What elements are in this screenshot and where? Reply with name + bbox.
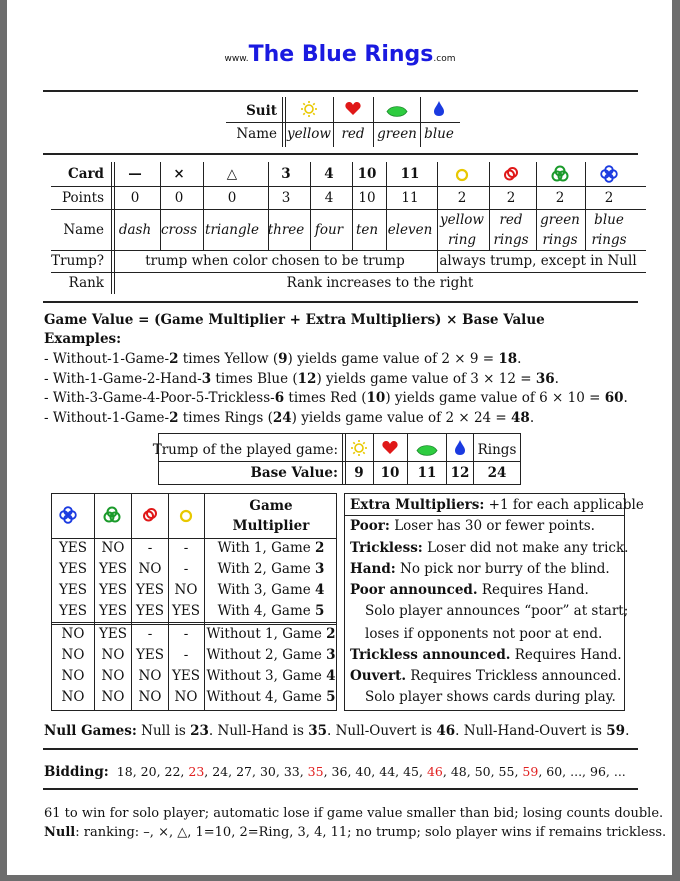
name-label: Name [236,126,277,142]
multiplier-value: With 2, Game 3 [217,561,325,577]
multiplier-cell: NO [174,582,198,598]
multiplier-value: With 4, Game 5 [217,603,325,619]
leaf-icon [386,103,408,122]
points-triangle: 0 [227,190,237,206]
multiplier-cell: YES [171,668,201,684]
multiplier-cell: YES [98,582,128,598]
name-eleven: eleven [387,222,433,238]
title-com: .com [433,54,456,64]
name-dash: dash [118,222,152,238]
separator [43,788,638,790]
bid-value: 36 [331,764,348,779]
suit-name-red: red [341,126,365,142]
multiplier-cell: YES [135,582,165,598]
multiplier-cell: YES [135,603,165,619]
points-four: 4 [324,190,334,206]
name-green-rings-1: green [540,212,580,228]
multiplier-cell: NO [138,668,162,684]
points-yellow-ring: 2 [457,190,467,206]
leaf-icon [416,442,438,461]
points-red-rings: 2 [506,190,516,206]
card-eleven: 11 [400,166,420,182]
examples-label: Examples: [44,331,122,347]
suit-name-yellow: yellow [287,126,331,142]
multiplier-cell: NO [61,647,85,663]
multiplier-value: Without 1, Game 2 [206,626,336,642]
multiplier-cell: NO [101,668,125,684]
blue-rings-icon [59,506,77,528]
points-blue-rings: 2 [604,190,614,206]
multiplier-cell: NO [101,689,125,705]
row-label-trump: Trump? [51,253,104,269]
card-dash: — [128,166,142,182]
bid-value: 46 [426,764,443,779]
bid-value: 48 [450,764,467,779]
extra-multiplier-line: Solo player announces “poor” at start; [365,603,629,619]
multiplier-cell: YES [98,626,128,642]
separator [43,301,638,303]
green-rings-icon [551,165,569,187]
yellow-ring-icon [179,508,193,527]
row-label-name: Name [63,222,104,238]
bid-value: 23 [188,764,205,779]
extra-multiplier-line: Poor: Loser has 30 or fewer points. [350,518,595,534]
suit-name-green: green [377,126,417,142]
card-three: 3 [281,166,291,182]
name-yellow-ring-2: ring [447,232,477,248]
blue-rings-icon [600,165,618,187]
base-value-rings: 24 [487,465,507,481]
extra-multiplier-line: Poor announced. Requires Hand. [350,582,589,598]
example-3: - With-3-Game-4-Poor-5-Trickless-6 times Red (10) yields game value of 6 × 10 = 60. [44,390,628,406]
bid-value: 27 [236,764,252,779]
multiplier-cell: YES [171,603,201,619]
extra-multiplier-line: loses if opponents not poor at end. [365,626,603,642]
name-blue-rings-1: blue [594,212,624,228]
bid-value: 30 [259,764,276,779]
extra-multiplier-line: Trickless announced. Requires Hand. [350,647,622,663]
suit-label: Suit [246,103,277,119]
name-cross: cross [161,222,197,238]
title-main: The Blue Rings [248,42,434,67]
points-ten: 10 [358,190,376,206]
footer-line-1: 61 to win for solo player; automatic lose if game value smaller than bid; losing counts double. [44,806,664,821]
extra-multiplier-line: Hand: No pick nor burry of the blind. [350,561,610,577]
bid-value: ... [570,764,583,779]
rules-page [7,0,672,875]
name-red-rings-1: red [499,212,523,228]
heart-icon [345,101,361,120]
example-1: - Without-1-Game-2 times Yellow (9) yields game value of 2 × 9 = 18. [44,351,522,367]
trump-rings-text: always trump, except in Null [439,253,637,269]
multiplier-value: With 1, Game 2 [217,540,325,556]
bid-value: 18 [116,764,133,779]
base-value-blue: 12 [450,465,470,481]
separator [43,748,638,750]
bid-value: 35 [307,764,324,779]
sun-icon [350,439,368,461]
suit-name-blue: blue [424,126,454,142]
points-dash: 0 [130,190,140,206]
points-three: 3 [281,190,291,206]
sun-icon [300,100,318,122]
base-value-yellow: 9 [354,465,364,481]
bid-value: 40 [355,764,372,779]
multiplier-cell: NO [61,626,85,642]
bid-value: 59 [522,764,539,779]
extra-multiplier-line: Ouvert. Requires Trickless announced. [350,668,622,684]
bid-value: 50 [474,764,491,779]
bidding-line [44,764,626,780]
bid-value: 96 [590,764,606,779]
extra-multipliers-title: Extra Multipliers: +1 for each applicable [350,497,644,513]
bidding-label: Bidding: [44,764,109,780]
name-blue-rings-2: rings [591,232,627,248]
bid-value: 44 [379,764,396,779]
multiplier-cell: YES [58,540,88,556]
multiplier-cell: - [183,561,189,577]
name-red-rings-2: rings [493,232,529,248]
multiplier-value: With 3, Game 4 [217,582,325,598]
name-four: four [314,222,344,238]
multiplier-value: Without 4, Game 5 [206,689,336,705]
card-four: 4 [324,166,334,182]
rings-label: Rings [477,442,517,458]
multiplier-cell: - [183,540,189,556]
name-yellow-ring-1: yellow [440,212,484,228]
multiplier-cell: YES [58,603,88,619]
game-value-formula: Game Value = (Game Multiplier + Extra Multipliers) × Base Value [44,312,545,328]
red-rings-icon [142,507,158,527]
null-games-line: Null Games: Null is 23. Null-Hand is 35. Null-Ouvert is 46. Null-Hand-Ouvert is 59. [44,723,630,739]
multiplier-cell: - [147,626,153,642]
multiplier-value: Without 2, Game 3 [206,647,336,663]
points-cross: 0 [174,190,184,206]
multiplier-cell: YES [98,561,128,577]
row-label-points: Points [61,190,104,206]
multiplier-cell: NO [138,561,162,577]
page-title [224,42,455,72]
drop-icon [433,100,445,121]
bid-value: ... [613,764,626,779]
bid-value: 22 [164,764,181,779]
trump-of-game-label: Trump of the played game: [152,442,338,458]
bid-value: 45 [403,764,420,779]
multiplier-cell: NO [61,668,85,684]
row-label-card: Card [67,166,104,182]
multiplier-cell: YES [135,647,165,663]
trump-normal-text: trump when color chosen to be trump [145,253,405,269]
example-2: - With-1-Game-2-Hand-3 times Blue (12) yields game value of 3 × 12 = 36. [44,371,559,387]
multiplier-cell: YES [98,603,128,619]
green-rings-icon [103,506,121,528]
bid-value: 24 [212,764,229,779]
multiplier-cell: NO [101,540,125,556]
multiplier-cell: - [183,626,189,642]
multiplier-header-1: Game [249,498,293,514]
red-rings-icon [503,166,519,186]
drop-icon [454,439,466,460]
multiplier-cell: NO [61,689,85,705]
name-green-rings-2: rings [542,232,578,248]
multiplier-cell: YES [58,561,88,577]
separator [43,90,638,92]
extra-multiplier-line: Trickless: Loser did not make any trick. [350,540,629,556]
multiplier-cell: - [147,540,153,556]
name-triangle: triangle [205,222,259,238]
multiplier-cell: YES [58,582,88,598]
base-value-red: 10 [380,465,400,481]
points-green-rings: 2 [555,190,565,206]
rank-text: Rank increases to the right [286,275,474,291]
multiplier-value: Without 3, Game 4 [206,668,336,684]
heart-icon [382,440,398,459]
bid-value: 55 [498,764,515,779]
name-three: three [267,222,305,238]
name-ten: ten [355,222,379,238]
base-value-label: Base Value: [250,465,338,481]
title-www: www. [224,54,249,64]
multiplier-cell: - [183,647,189,663]
bid-value: 33 [283,764,300,779]
row-label-rank: Rank [68,275,104,291]
multiplier-cell: NO [138,689,162,705]
card-ten: 10 [357,166,377,182]
separator [43,153,638,155]
multiplier-cell: NO [101,647,125,663]
base-value-green: 11 [417,465,437,481]
multiplier-header-2: Multiplier [232,518,310,534]
yellow-ring-icon [455,167,469,186]
example-4: - Without-1-Game-2 times Rings (24) yields game value of 2 × 24 = 48. [44,410,535,426]
extra-multiplier-line: Solo player shows cards during play. [365,689,616,705]
bidding-values: 18, 20, 22, 23, 24, 27, 30, 33, 35, 36, 40, 44, 45, 46, 48, 50, 55, 59, 60, ..., 96, ... [116,764,626,779]
card-triangle: △ [226,166,238,182]
bid-value: 20 [140,764,157,779]
footer-line-2: Null: ranking: –, ×, △, 1=10, 2=Ring, 3, 4, 11; no trump; solo player wins if remains trickless. [44,825,667,840]
multiplier-cell: NO [174,689,198,705]
card-cross: × [173,166,185,182]
bid-value: 60 [546,764,563,779]
points-eleven: 11 [401,190,419,206]
